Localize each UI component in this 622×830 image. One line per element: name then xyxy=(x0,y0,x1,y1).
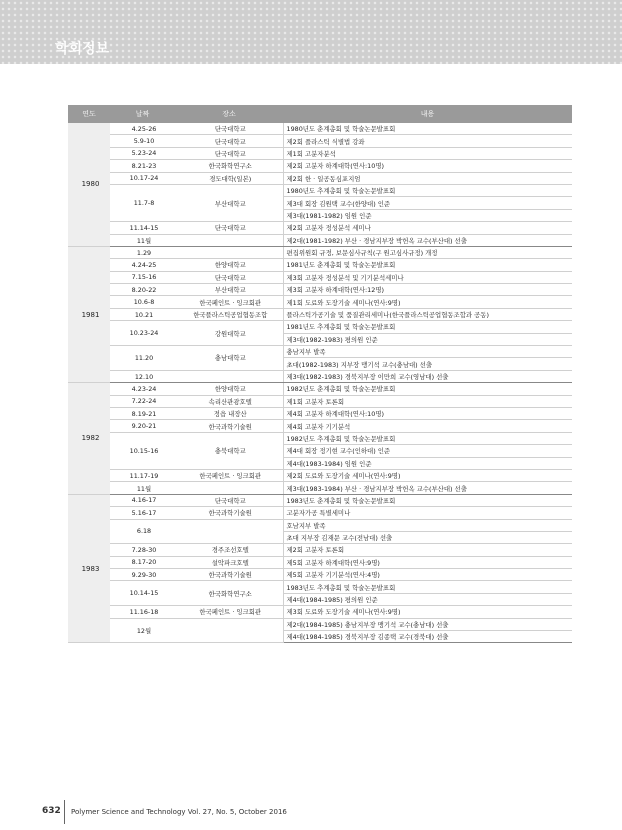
date-cell: 4.16-17 xyxy=(110,494,175,506)
content-cell: 제4대(1984-1985) 경북지부장 김종택 교수(경북대) 선출 xyxy=(283,631,572,643)
place-cell: 부산대학교 xyxy=(175,184,283,221)
content-cell: 제2회 고분자 하계대학(연사:10명) xyxy=(283,160,572,172)
content-cell: 제3회 고분자 하계대학(연사:12명) xyxy=(283,284,572,296)
table-row xyxy=(68,395,572,407)
table-row xyxy=(68,321,572,333)
content-cell: 제4대 회장 정기현 교수(인하대) 인준 xyxy=(283,445,572,457)
year-cell: 1983 xyxy=(68,494,110,643)
content-cell: 초대(1982-1983) 지부장 맹기석 교수(충남대) 선출 xyxy=(283,358,572,370)
date-cell: 8.21-23 xyxy=(110,160,175,172)
date-cell: 10.17-24 xyxy=(110,172,175,184)
content-cell: 1981년도 춘계총회 및 학술논문발표회 xyxy=(283,259,572,271)
place-cell: 경주조선호텔 xyxy=(175,544,283,556)
content-cell: 플라스틱가공기술 및 품질관리세미나(한국플라스틱공업협동조합과 공동) xyxy=(283,308,572,320)
table-row xyxy=(68,383,572,395)
content-cell: 1980년도 춘계총회 및 학술논문발표회 xyxy=(283,123,572,135)
table-row xyxy=(68,507,572,519)
table-row xyxy=(68,544,572,556)
date-cell: 6.18 xyxy=(110,519,175,544)
content-cell: 1981년도 추계총회 및 학술논문발표회 xyxy=(283,321,572,333)
date-cell: 11.16-18 xyxy=(110,606,175,618)
date-cell: 9.29-30 xyxy=(110,569,175,581)
place-cell: 강원대학교 xyxy=(175,321,283,346)
content-cell: 제4회 고분자 하계대학(연사:10명) xyxy=(283,407,572,419)
table-row xyxy=(68,184,572,196)
place-cell: 정읍 내장산 xyxy=(175,407,283,419)
table-row xyxy=(68,222,572,234)
date-cell: 9.20-21 xyxy=(110,420,175,432)
section-title: 학회정보 xyxy=(55,41,110,57)
content-cell: 충남지부 발족 xyxy=(283,346,572,358)
date-cell: 8.19-21 xyxy=(110,407,175,419)
table-row xyxy=(68,284,572,296)
place-cell xyxy=(175,519,283,544)
content-cell: 제2회 한 · 일공동심포지엄 xyxy=(283,172,572,184)
table-row xyxy=(68,246,572,258)
place-cell xyxy=(175,234,283,246)
year-cell: 1982 xyxy=(68,383,110,495)
place-cell: 한국과학기술원 xyxy=(175,420,283,432)
content-cell: 제1회 도료와 도장기술 세미나(연사:9명) xyxy=(283,296,572,308)
date-cell: 7.22-24 xyxy=(110,395,175,407)
place-cell: 설악파크호텔 xyxy=(175,556,283,568)
place-cell: 한국페인트 · 잉크회관 xyxy=(175,296,283,308)
content-cell: 제2대(1984-1985) 충남지부장 맹기석 교수(충남대) 선출 xyxy=(283,618,572,630)
date-cell: 5.9-10 xyxy=(110,135,175,147)
table-row xyxy=(68,234,572,246)
content-cell: 고분자가공 특별세미나 xyxy=(283,507,572,519)
content-cell: 1983년도 춘계총회 및 학술논문발표회 xyxy=(283,494,572,506)
section-header xyxy=(0,0,622,64)
content-cell: 제2회 고분자 토론회 xyxy=(283,544,572,556)
date-cell: 10.14-15 xyxy=(110,581,175,606)
content-cell: 1983년도 추계총회 및 학술논문발표회 xyxy=(283,581,572,593)
place-cell: 한국과학기술원 xyxy=(175,507,283,519)
date-cell: 10.6-8 xyxy=(110,296,175,308)
place-cell xyxy=(175,618,283,643)
place-cell: 속리산관광호텔 xyxy=(175,395,283,407)
date-cell: 7.28-30 xyxy=(110,544,175,556)
year-cell: 1980 xyxy=(68,123,110,247)
content-cell: 제3대(1983-1984) 부산 · 경남지부장 박헌옥 교수(부산대) 선출 xyxy=(283,482,572,494)
date-cell: 10.21 xyxy=(110,308,175,320)
content-cell: 1980년도 추계총회 및 학술논문발표회 xyxy=(283,184,572,196)
content-cell: 편집위원회 규정, 보문심사규칙(구 원고심사규정) 개정 xyxy=(283,246,572,258)
content-cell: 제4대(1983-1984) 임원 인준 xyxy=(283,457,572,469)
date-cell: 10.15-16 xyxy=(110,432,175,469)
header-content: 내용 xyxy=(283,105,572,123)
place-cell: 한국페인트 · 잉크회관 xyxy=(175,469,283,481)
table-row xyxy=(68,618,572,630)
table-row xyxy=(68,420,572,432)
place-cell: 한국페인트 · 잉크회관 xyxy=(175,606,283,618)
date-cell: 4.24-25 xyxy=(110,259,175,271)
table-row xyxy=(68,172,572,184)
content-cell: 제3대(1982-1983) 경북지부장 이만희 교수(영남대) 선출 xyxy=(283,370,572,382)
date-cell: 12월 xyxy=(110,618,175,643)
content-cell: 제3회 도료와 도장기술 세미나(연사:9명) xyxy=(283,606,572,618)
place-cell xyxy=(175,370,283,382)
table-row xyxy=(68,346,572,358)
content-cell: 제3회 고분자 정성분석 및 기기분석세미나 xyxy=(283,271,572,283)
footer-divider xyxy=(64,800,65,824)
place-cell: 한국과학기술원 xyxy=(175,569,283,581)
content-cell: 제3대(1981-1982) 임원 인준 xyxy=(283,209,572,221)
content-cell: 1982년도 추계총회 및 학술논문발표회 xyxy=(283,432,572,444)
table-row xyxy=(68,469,572,481)
content-cell: 제5회 고분자 기기분석(연사:4명) xyxy=(283,569,572,581)
place-cell: 한국플라스틱공업협동조합 xyxy=(175,308,283,320)
header-year: 연도 xyxy=(68,105,110,123)
date-cell: 8.17-20 xyxy=(110,556,175,568)
place-cell: 한양대학교 xyxy=(175,383,283,395)
table-row xyxy=(68,271,572,283)
content-cell: 제5회 고분자 하계대학(연사:9명) xyxy=(283,556,572,568)
place-cell: 단국대학교 xyxy=(175,494,283,506)
table-row xyxy=(68,482,572,494)
date-cell: 11월 xyxy=(110,234,175,246)
header-place: 장소 xyxy=(175,105,283,123)
journal-info: Polymer Science and Technology Vol. 27, No. 5, October 2016 xyxy=(71,808,287,816)
place-cell: 경도대학(일본) xyxy=(175,172,283,184)
table-row xyxy=(68,160,572,172)
place-cell: 한국화학연구소 xyxy=(175,581,283,606)
table-row xyxy=(68,581,572,593)
date-cell: 11월 xyxy=(110,482,175,494)
content-cell: 제1회 고분자 토론회 xyxy=(283,395,572,407)
content-cell: 호남지부 발족 xyxy=(283,519,572,531)
table-row xyxy=(68,494,572,506)
table-row xyxy=(68,296,572,308)
content-cell: 제3대 회장 김원택 교수(한양대) 인준 xyxy=(283,197,572,209)
date-cell: 1.29 xyxy=(110,246,175,258)
content-cell: 제2대(1981-1982) 부산 · 경남지부장 박헌옥 교수(부산대) 선출 xyxy=(283,234,572,246)
place-cell: 단국대학교 xyxy=(175,135,283,147)
page-number: 632 xyxy=(42,806,61,816)
table-row xyxy=(68,135,572,147)
table-row xyxy=(68,432,572,444)
date-cell: 10.23-24 xyxy=(110,321,175,346)
place-cell: 부산대학교 xyxy=(175,284,283,296)
table-row xyxy=(68,123,572,135)
table-row xyxy=(68,556,572,568)
date-cell: 8.20-22 xyxy=(110,284,175,296)
date-cell: 4.25-26 xyxy=(110,123,175,135)
content-cell: 제3대(1982-1983) 평의원 인준 xyxy=(283,333,572,345)
place-cell: 단국대학교 xyxy=(175,123,283,135)
date-cell: 5.23-24 xyxy=(110,147,175,159)
table-row xyxy=(68,259,572,271)
table-row xyxy=(68,519,572,531)
table-row xyxy=(68,606,572,618)
place-cell xyxy=(175,482,283,494)
place-cell: 단국대학교 xyxy=(175,147,283,159)
place-cell: 한양대학교 xyxy=(175,259,283,271)
date-cell: 4.23-24 xyxy=(110,383,175,395)
content-cell: 초대 지부장 김재문 교수(전남대) 선출 xyxy=(283,531,572,543)
table-body xyxy=(68,123,572,643)
date-cell: 5.16-17 xyxy=(110,507,175,519)
table-row xyxy=(68,308,572,320)
content-cell: 제2회 플라스틱 식별법 강좌 xyxy=(283,135,572,147)
date-cell: 11.14-15 xyxy=(110,222,175,234)
content-cell: 제1회 고분자분석 xyxy=(283,147,572,159)
place-cell: 한국화학연구소 xyxy=(175,160,283,172)
header-date: 날짜 xyxy=(110,105,175,123)
place-cell: 단국대학교 xyxy=(175,222,283,234)
place-cell xyxy=(175,246,283,258)
content-cell: 제2회 고분자 정성분석 세미나 xyxy=(283,222,572,234)
content-cell: 제4회 고분자 기기분석 xyxy=(283,420,572,432)
table-row xyxy=(68,370,572,382)
date-cell: 11.20 xyxy=(110,346,175,371)
table-row xyxy=(68,407,572,419)
place-cell: 충남대학교 xyxy=(175,346,283,371)
place-cell: 단국대학교 xyxy=(175,271,283,283)
content-cell: 제2회 도료와 도장기술 세미나(연사:9명) xyxy=(283,469,572,481)
date-cell: 12.10 xyxy=(110,370,175,382)
content-cell: 1982년도 춘계총회 및 학술논문발표회 xyxy=(283,383,572,395)
page-footer xyxy=(42,806,287,816)
table-row xyxy=(68,569,572,581)
date-cell: 11.17-19 xyxy=(110,469,175,481)
history-table xyxy=(68,105,572,643)
year-cell: 1981 xyxy=(68,246,110,382)
date-cell: 7.15-16 xyxy=(110,271,175,283)
table-row xyxy=(68,147,572,159)
date-cell: 11.7-8 xyxy=(110,184,175,221)
content-cell: 제4대(1984-1985) 평의원 인준 xyxy=(283,593,572,605)
table-header-row xyxy=(68,105,572,123)
place-cell: 충북대학교 xyxy=(175,432,283,469)
